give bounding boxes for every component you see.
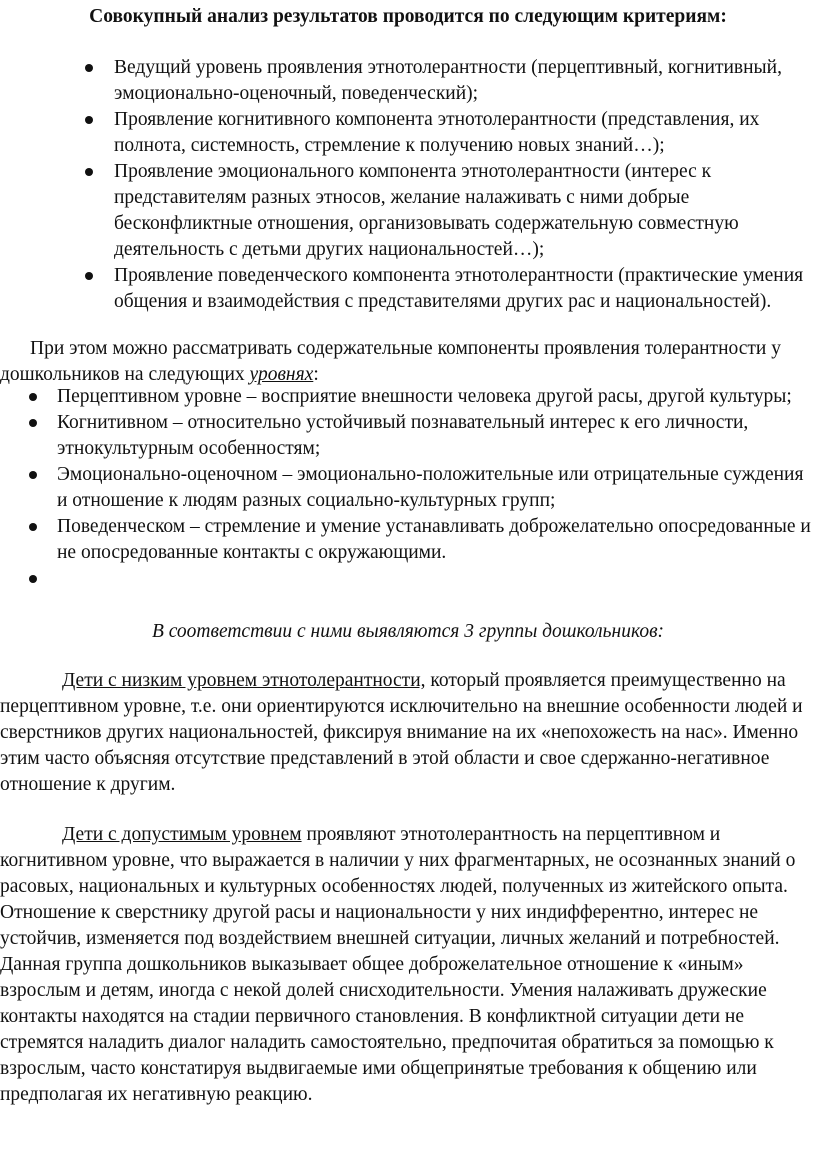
low-group-title: Дети с низким уровнем этнотолерантности, <box>62 670 426 691</box>
bullet-icon <box>29 575 37 583</box>
acceptable-group-text: проявляют этнотолерантность на перцептивном и когнитивном уровне, что выражается в наличии у них фрагментарных, не осознанных знаний о расовых, национальных и культурных особенностях людей, полученных из житейского опыта. Отношение к сверстнику другой расы и национальности у них индифферентно, интерес не устойчив, изменяется под воздействием внешней ситуации, личных желаний и потребностей. Данная группа дошкольников выказывает общее доброжелательное отношение к «иным» взрослым и детям, иногда с некой долей снисходительности. Умения налаживать дружеские контакты находятся на стадии первичного становления. В конфликтной ситуации дети не стремятся наладить диалог наладить самостоятельно, предпочитая обратиться за помощью к взрослым, часто констатируя выдвигаемые ими общепринятые требования к общению или предполагая их негативную реакцию. <box>0 824 796 1105</box>
levels-list <box>57 384 812 592</box>
criteria-text: Проявление когнитивного компонента этнотолерантности (представления, их полнота, системность, стремление к получению новых знаний…); <box>114 109 760 156</box>
groups-intro-line: В соответствии с ними выявляются 3 группы дошкольников: <box>151 621 665 642</box>
bullet-icon <box>29 471 37 479</box>
criteria-text: Ведущий уровень проявления этнотолерантности (перцептивный, когнитивный, эмоционально-оценочный, поведенческий); <box>114 57 782 104</box>
list-item <box>57 410 812 462</box>
list-item <box>57 462 812 514</box>
bullet-icon <box>29 419 37 427</box>
intro-text: При этом можно рассматривать содержательные компоненты проявления толерантности у дошкольников на следующих <box>0 338 781 385</box>
acceptable-group-paragraph <box>0 822 812 1108</box>
bullet-icon <box>85 64 93 72</box>
bullet-icon <box>29 393 37 401</box>
list-item <box>57 566 812 592</box>
bullet-icon <box>29 523 37 531</box>
list-item <box>114 159 814 263</box>
level-text: Поведенческом – стремление и умение устанавливать доброжелательно опосредованные и не опосредованные контакты с окружающими. <box>57 516 811 563</box>
list-item <box>114 55 814 107</box>
criteria-text: Проявление поведенческого компонента этнотолерантности (практические умения общения и взаимодействия с представителями других рас и национальностей). <box>114 265 804 312</box>
section-heading: Совокупный анализ результатов проводится по следующим критериям: <box>89 6 727 27</box>
list-item <box>57 514 812 566</box>
levels-emphasis: уровнях <box>249 364 314 385</box>
bullet-icon <box>85 272 93 280</box>
level-text: Эмоционально-оценочном – эмоционально-положительные или отрицательные суждения и отношение к людям разных социально-культурных групп; <box>57 464 804 511</box>
level-text: Когнитивном – относительно устойчивый познавательный интерес к его личности, этнокультурным особенностям; <box>57 412 749 459</box>
level-text: Перцептивном уровне – восприятие внешности человека другой расы, другой культуры; <box>57 386 792 407</box>
criteria-list <box>114 55 814 315</box>
list-item <box>114 263 814 315</box>
acceptable-group-title: Дети с допустимым уровнем <box>62 824 302 845</box>
list-item <box>57 384 812 410</box>
low-group-text: который проявляется преимущественно на перцептивном уровне, т.е. они ориентируются исключительно на внешние особенности людей и сверстников других национальностей, фиксируя внимание на их «непохожесть на нас». Именно этим часто объясняя отсутствие представлений в этой области и свое сдержанно-негативное отношение к другим. <box>0 670 803 795</box>
bullet-icon <box>85 168 93 176</box>
list-item <box>114 107 814 159</box>
intro-colon: : <box>313 364 319 385</box>
low-group-paragraph <box>0 668 812 798</box>
criteria-text: Проявление эмоционального компонента этнотолерантности (интерес к представителям разных этносов, желание налаживать с ними добрые бесконфликтные отношения, организовывать содержательную совместную деятельность с детьми других национальностей…); <box>114 161 739 260</box>
bullet-icon <box>85 116 93 124</box>
levels-intro-paragraph <box>0 336 812 388</box>
